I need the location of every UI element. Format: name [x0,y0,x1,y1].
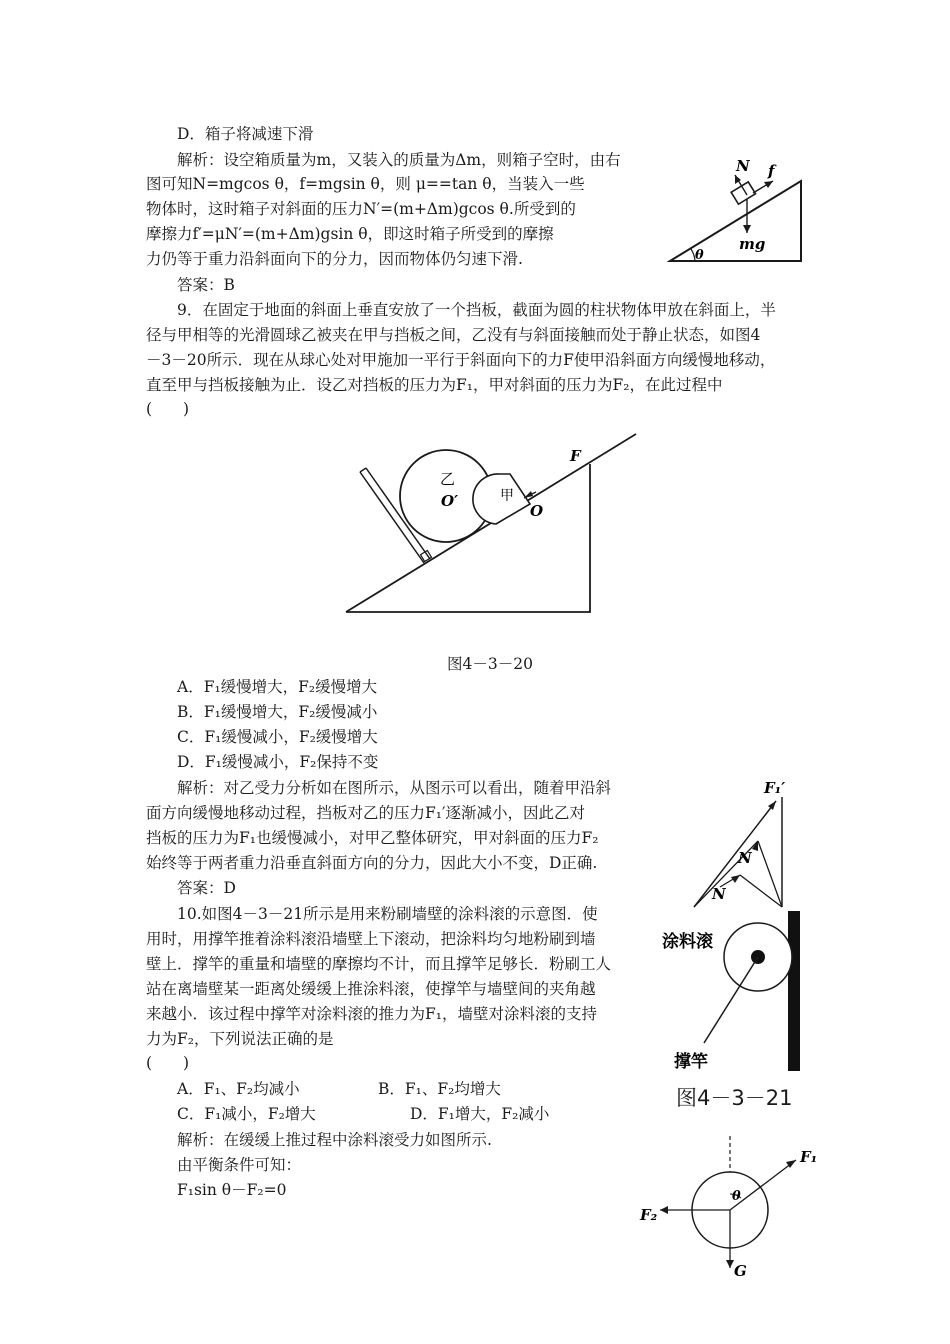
label-jia: 甲 [500,488,514,504]
q8-analysis-line: 力仍等于重力沿斜面向下的分力，因而物体仍匀速下滑. [146,250,523,268]
q9-stem-bracket: ( ) [146,400,190,418]
q8-answer: 答案：B [177,276,235,294]
label-theta: θ [695,248,704,263]
q10-stem-line: 10.如图4－3－21所示是用来粉刷墙壁的涂料滚的示意图．使 [177,905,598,923]
q10-option: A．F₁、F₂均减小 [177,1080,300,1098]
q8-analysis-line: 图可知N=mgcos θ，f=mgsin θ，则 μ==tan θ，当装入一些 [146,175,585,193]
label-roller: 涂料滚 [662,932,713,952]
label-f1: F₁ [800,1148,818,1166]
q9-stem-line: 径与甲相等的光滑圆球乙被夹在甲与挡板之间，乙没有与斜面接触而处于静止状态，如图4 [146,326,761,344]
q9-force-diagram [680,775,800,910]
label-n: N [712,885,726,903]
q10-analysis-line: 解析：在缓缓上推过程中涂料滚受力如图所示. [177,1131,492,1149]
q10-option: C．F₁减小，F₂增大 [177,1105,316,1123]
q9-option: B．F₁缓慢增大，F₂缓慢减小 [177,703,378,721]
label-f1-prime: F₁′ [764,779,786,797]
q9-option: C．F₁缓慢减小，F₂缓慢增大 [177,728,378,746]
q10-stem-line: 用时，用撑竿推着涂料滚沿墙壁上下滚动，把涂料均匀地粉刷到墙 [146,930,596,948]
label-yi: 乙 [440,470,456,488]
label-f2: F₂ [640,1206,658,1224]
q10-analysis-line: 由平衡条件可知： [177,1156,302,1174]
label-pole: 撑竿 [674,1052,708,1072]
q10-option: D．F₁增大，F₂减小 [410,1105,550,1123]
label-f: f [768,162,775,180]
box [731,182,755,204]
q9-incline-figure [340,428,640,618]
q10-stem-line: 壁上．撑竿的重量和墙壁的摩擦均不计，而且撑竿足够长．粉刷工人 [146,955,612,973]
label-n: N [736,157,750,175]
q10-stem-line: 来越小．该过程中撑竿对涂料滚的推力为F₁，墙壁对涂料滚的支持 [146,1005,597,1023]
q9-analysis-line: 面方向缓慢地移动过程，挡板对乙的压力F₁′逐渐减小，因此乙对 [146,804,585,822]
q9-stem-line: 9．在固定于地面的斜面上垂直安放了一个挡板，截面为圆的柱状物体甲放在斜面上，半 [177,301,776,319]
q9-option: A．F₁缓慢增大，F₂缓慢增大 [177,678,378,696]
label-mg: mg [739,235,766,253]
q8-option-d: D．箱子将减速下滑 [177,125,314,143]
label-f: F [570,447,581,465]
q8-analysis-line: 物体时，这时箱子对斜面的压力N′=(m+Δm)gcos θ.所受到的 [146,200,576,218]
wall [788,911,800,1071]
q10-figure-caption: 图4－3－21 [676,1086,793,1110]
q9-stem-line: 直至甲与挡板接触为止．设乙对挡板的压力为F₁，甲对斜面的压力为F₂，在此过程中 [146,376,723,394]
q9-analysis-line: 解析：对乙受力分析如在图所示，从图示可以看出，随着甲沿斜 [177,779,612,797]
q8-analysis-line: 解析：设空箱质量为m，又装入的质量为Δm，则箱子空时，由右 [177,151,621,169]
label-theta: θ [732,1189,741,1204]
label-o: O [530,502,544,520]
q9-analysis-line: 始终等于两者重力沿垂直斜面方向的分力，因此大小不变，D正确. [146,854,598,872]
label-o-prime: O′ [441,492,459,510]
q9-figure-caption: 图4－3－20 [447,655,533,673]
q9-analysis-line: 挡板的压力为F₁也缓慢减小，对甲乙整体研究，甲对斜面的压力F₂ [146,829,599,847]
label-n: N [738,849,752,867]
q9-option: D．F₁缓慢减小，F₂保持不变 [177,753,379,771]
f1-prime-arrow [694,801,776,907]
q9-stem-line: －3－20所示．现在从球心处对甲施加一平行于斜面向下的力F使甲沿斜面方向缓慢地移动， [146,351,776,369]
q9-answer: 答案：D [177,879,236,897]
label-g: G [734,1262,747,1280]
q10-stem-line: 力为F₂，下列说法正确的是 [146,1030,334,1048]
q10-stem-bracket: ( ) [146,1054,190,1072]
q8-analysis-line: 摩擦力f′=μN′=(m+Δm)gsin θ，即这时箱子所受到的摩擦 [146,225,554,243]
q10-force-diagram [630,1130,830,1280]
q10-option: B．F₁、F₂均增大 [378,1080,501,1098]
q8-incline-figure [665,155,810,265]
q10-stem-line: 站在离墙壁某一距离处缓缓上推涂料滚，使撑竿与墙壁间的夹角越 [146,980,596,998]
q10-analysis-line: F₁sin θ－F₂=0 [177,1181,287,1199]
q10-roller-figure [660,905,810,1075]
